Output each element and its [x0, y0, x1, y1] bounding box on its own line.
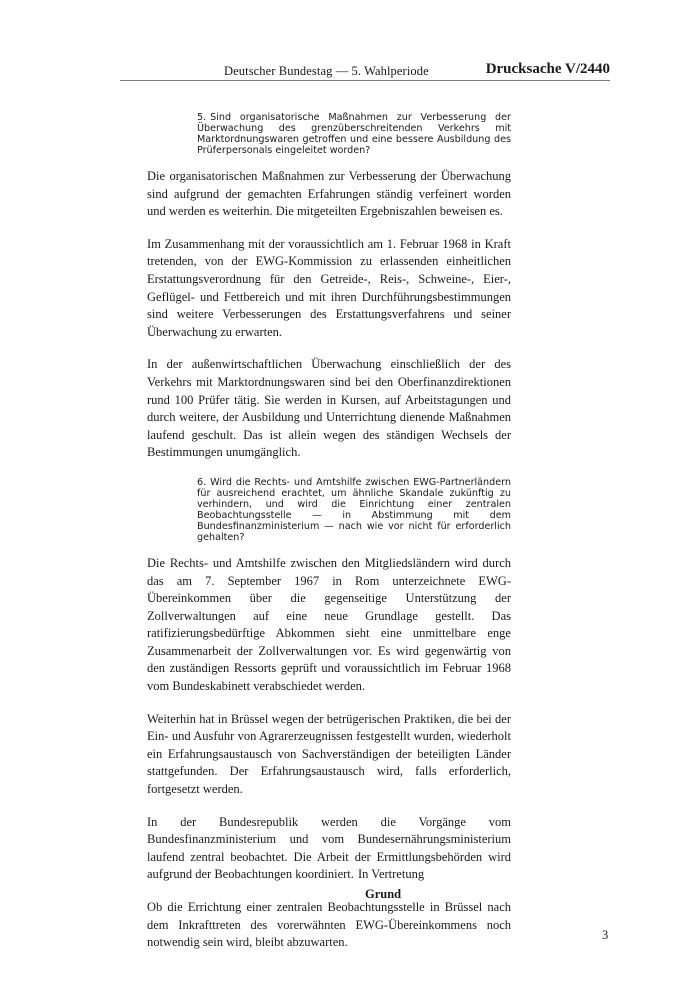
running-head: Deutscher Bundestag — 5. Wahlperiode [220, 64, 433, 79]
question-number: 6. [197, 476, 207, 488]
answer-paragraph: Im Zusammenhang mit der voraussichtlich am 1. Februar 1968 in Kraft tretenden, von der EWG-Kommission zu erlassenden einheitlichen Erstattungsverordnung für den Getreide-, Reis-, Schweine-, Eier-, Geflügel- und Fettbereich und mit ihren Durchführungsbestimmungen sind weitere Verbesserungen des Erstattungsverfahrens und seiner Überwachung zu erwarten. [147, 236, 511, 339]
answer-paragraph: Die Rechts- und Amtshilfe zwischen den Mitgliedsländern wird durch das am 7. September 1967 in Rom unterzeichnete EWG-Übereinkommen über die gegenseitige Unterstützung der Zollverwaltungen auf eine neue Grundlage gestellt. Das ratifizierungsbedürftige Abkommen sieht eine unmittelbare enge Zusammenarbeit der Zollverwaltungen vor. Es wird gegenwärtig von den zuständigen Ressorts geprüft und voraussichtlich im Februar 1968 vom Bundeskabinett verabschiedet werden. [147, 555, 511, 694]
answer-paragraph: Weiterhin hat in Brüssel wegen der betrügerischen Praktiken, die bei der Ein- und Ausfuhr von Agrarerzeugnissen festgestellt wurden, wiederholt ein Erfahrungsaustausch von Sachverständigen der beteiligten Länder stattgefunden. Der Erfahrungsaustausch wird, falls erforderlich, fortgesetzt werden. [147, 711, 511, 797]
page-header [120, 63, 610, 87]
signature-block [358, 864, 424, 904]
question-6 [197, 477, 511, 543]
question-number: 5. [197, 112, 207, 123]
header-rule [120, 80, 610, 81]
signature-role: In Vertretung [358, 867, 425, 881]
answer-paragraph: In der außenwirtschaftlichen Überwachung einschließlich der des Verkehrs mit Marktordnungswaren sind bei den Oberfinanzdirektionen rund 100 Prüfer tätig. Sie werden in Kursen, auf Arbeitstagungen und durch weitere, der Ausbildung und Unterrichtung dienende Maßnahmen laufend geschult. Das ist allein wegen des ständigen Wechsels der Bestimmungen unumgänglich. [147, 357, 511, 460]
signatory-name: Grund [364, 887, 402, 901]
answer-paragraph: Ob die Errichtung einer zentralen Beobachtungsstelle in Brüssel nach dem Inkrafttreten des vorerwähnten EWG-Übereinkommens noch notwendig sein wird, bleibt abzuwarten. [147, 900, 511, 950]
answer-paragraph: In der Bundesrepublik werden die Vorgänge vom Bundesfinanzministerium und vom Bundesernährungsministerium laufend zentral beobachtet. Die Arbeit der Ermittlungsbehörden wird aufgrund der Beobachtungen koordiniert. [147, 814, 511, 882]
question-5 [197, 112, 511, 156]
question-text: Wird die Rechts- und Amtshilfe zwischen EWG-Partnerländern für ausreichend erachtet, um ähnliche Skandale zukünftig zu verhindern, und wird die Einrichtung einer zentralen Beobachtungsstelle — in Abstimmung mit dem Bundesfinanzministerium — nach wie vor nicht für erforderlich gehalten? [197, 476, 511, 543]
page-number: 3 [602, 928, 609, 942]
answer-paragraph: Die organisatorischen Maßnahmen zur Verbesserung der Überwachung sind aufgrund der gemachten Erfahrungen ständig verfeinert worden und werden es weiterhin. Die mitgeteilten Ergebniszahlen beweisen es. [147, 169, 511, 219]
question-text: Sind organisatorische Maßnahmen zur Verbesserung der Überwachung des grenzüberschreitenden Verkehrs mit Marktordnungswaren getroffen und eine bessere Ausbildung des Prüferpersonals eingeleitet worden? [197, 112, 511, 156]
page-body [147, 112, 511, 967]
document-number: Drucksache V/2440 [480, 61, 610, 78]
